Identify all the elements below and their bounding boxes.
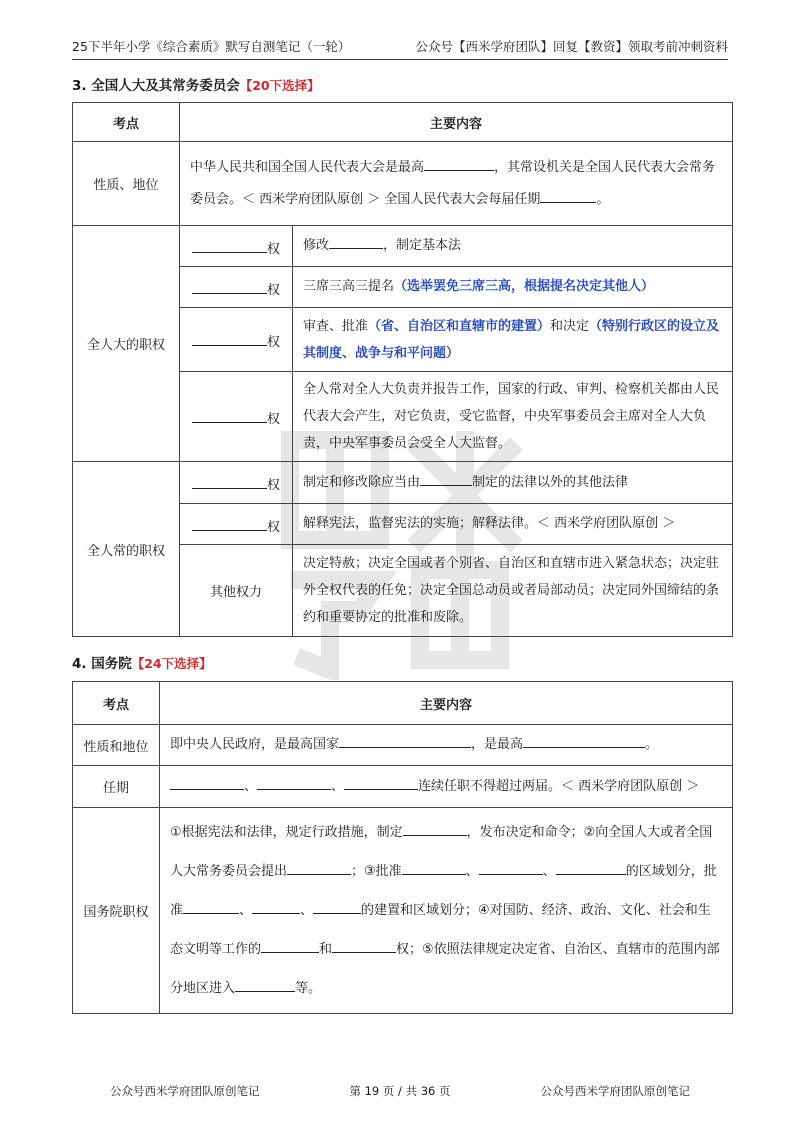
powers-text-5: 的建置和区域划分；④对国防、经济、政治、文化、社会和生态文明等工作的 <box>170 903 711 957</box>
blank-field[interactable] <box>287 858 351 875</box>
power-name-cell <box>180 226 293 267</box>
blank-field[interactable] <box>192 277 267 294</box>
separator: 、 <box>244 778 258 794</box>
power-content-text: 修改 <box>303 238 330 253</box>
power-name-cell <box>180 504 293 545</box>
blank-field[interactable] <box>192 472 267 489</box>
row-label-term: 任期 <box>73 766 160 808</box>
blank-field[interactable] <box>192 329 267 346</box>
power-note-2: （特别行政区的设立及其制度、战争与和平问题） <box>303 318 720 361</box>
separator: 、 <box>239 903 253 918</box>
other-powers-label: 其他权力 <box>180 545 293 637</box>
power-note: （选举罢免三席三高，根据提名决定其他人） <box>394 279 655 294</box>
power-name-cell <box>180 372 293 462</box>
section-4-title-text: 4. 国务院 <box>72 656 132 672</box>
powers-text-7: 权；⑤依照法律规定决定省、自治区、直辖市的范围内部分地区进入 <box>170 942 720 996</box>
blank-field[interactable] <box>523 731 645 748</box>
col-head-topic: 考点 <box>73 682 160 725</box>
powers-text-8: 等。 <box>295 981 322 996</box>
col-head-content: 主要内容 <box>180 103 733 142</box>
row-label-nature: 性质和地位 <box>73 725 160 766</box>
blank-field[interactable] <box>257 773 331 790</box>
nature-text-b: ，是最高 <box>471 737 524 752</box>
row-content-nature <box>160 725 733 766</box>
power-content-text: 审查、批准 <box>303 318 369 334</box>
section-4-title <box>72 652 212 672</box>
power-content-after: ，制定基本法 <box>383 238 462 253</box>
power-content-mid: 和决定 <box>550 318 590 334</box>
powers-text-4: 的区域划分，批准 <box>170 864 717 918</box>
blank-field[interactable] <box>424 154 494 171</box>
other-powers-content: 决定特赦；决定全国或者个别省、自治区和直辖市进入紧急状态；决定驻外全权代表的任免；决定全国总动员或者局部动员；决定同外国缔结的条约和重要协定的批准和废除。 <box>293 545 733 637</box>
blank-field[interactable] <box>192 514 267 531</box>
nature-text-a: 即中央人民政府，是最高国家 <box>170 737 340 752</box>
power-content <box>293 267 733 308</box>
page-header <box>72 34 728 60</box>
power-note: （省、自治区和直辖市的建置） <box>368 318 551 334</box>
power-suffix: 权 <box>266 412 280 427</box>
powers-text-3: ；③批准 <box>351 864 402 879</box>
blank-field[interactable] <box>252 897 300 914</box>
group-label-npcsc: 全人常的职权 <box>73 462 180 637</box>
power-suffix: 权 <box>266 335 280 350</box>
col-head-topic: 考点 <box>73 103 180 142</box>
powers-text-1: ①根据宪法和法律，规定行政措施，制定 <box>170 825 403 840</box>
header-right-text: 公众号【西米学府团队】回复【教资】领取考前冲刺资料 <box>415 39 728 54</box>
separator: 、 <box>465 864 479 879</box>
page-number: 第 19 页 / 共 36 页 <box>349 1084 451 1098</box>
blank-field[interactable] <box>402 858 466 875</box>
separator: 、 <box>300 903 314 918</box>
power-suffix: 权 <box>266 519 280 535</box>
nature-text-c: 。 <box>596 191 610 207</box>
nature-text-a: 中华人民共和国全国人民代表大会是最高 <box>190 159 425 175</box>
blank-field[interactable] <box>332 936 396 953</box>
footer-left: 公众号西米学府团队原创笔记 <box>110 1084 260 1098</box>
blank-field[interactable] <box>403 819 467 836</box>
blank-field[interactable] <box>420 469 472 486</box>
row-label-powers: 国务院职权 <box>73 808 160 1014</box>
blank-field[interactable] <box>192 406 267 423</box>
blank-field[interactable] <box>170 773 244 790</box>
power-name-cell <box>180 267 293 308</box>
term-text: 连续任职不得超过两届。＜ 西米学府团队原创 ＞ <box>418 778 700 794</box>
powers-text-6: 和 <box>319 942 333 957</box>
footer-right: 公众号西米学府团队原创笔记 <box>540 1084 690 1098</box>
power-content-after: 制定的法律以外的其他法律 <box>472 474 629 490</box>
blank-field[interactable] <box>183 897 239 914</box>
blank-field[interactable] <box>261 936 319 953</box>
row-content-term <box>160 766 733 808</box>
section-3-title <box>72 74 320 94</box>
power-content <box>293 226 733 267</box>
power-content-text: 三席三高三提名 <box>303 279 395 294</box>
power-name-cell <box>180 308 293 372</box>
section-4-tag: 【24下选择】 <box>131 656 212 671</box>
blank-field[interactable] <box>556 858 626 875</box>
row-content-powers <box>160 808 733 1014</box>
blank-field[interactable] <box>344 773 418 790</box>
power-suffix: 权 <box>266 282 280 298</box>
state-council-table <box>72 681 733 1014</box>
page-footer <box>110 1083 690 1099</box>
separator: 、 <box>542 864 556 879</box>
section-3-title-text: 3. 全国人大及其常务委员会 <box>72 78 240 94</box>
power-content <box>293 462 733 504</box>
group-label-npc: 全人大的职权 <box>73 226 180 462</box>
separator: 、 <box>331 778 345 794</box>
npc-table <box>72 102 733 637</box>
power-content <box>293 308 733 372</box>
nature-text-b: ，其常设机关是全国人民代表大会常务委员会。＜ 西米学府团队原创 ＞ 全国人民代表大会每届任期 <box>190 159 716 207</box>
power-content-text: 制定和修改除应当由 <box>303 474 421 490</box>
power-name-cell <box>180 462 293 504</box>
row-content-nature <box>180 142 733 226</box>
col-head-content: 主要内容 <box>160 682 733 725</box>
section-3-tag: 【20下选择】 <box>239 78 320 93</box>
powers-text-2: ，发布决定和命令；②向全国人大或者全国人大常务委员会提出 <box>170 825 713 879</box>
blank-field[interactable] <box>192 236 267 253</box>
blank-field[interactable] <box>235 975 295 992</box>
power-content: 全人常对全人大负责并报告工作，国家的行政、审判、检察机关都由人民代表大会产生，对它负责，受它监督，中央军事委员会主席对全人大负责，中央军事委员会受全人大监督。 <box>293 372 733 462</box>
blank-field[interactable] <box>329 232 383 249</box>
blank-field[interactable] <box>479 858 543 875</box>
header-left-text: 25下半年小学《综合素质》默写自测笔记（一轮） <box>72 39 351 54</box>
power-content: 解释宪法，监督宪法的实施；解释法律。＜ 西米学府团队原创 ＞ <box>293 504 733 545</box>
nature-text-c: 。 <box>645 737 659 752</box>
blank-field[interactable] <box>313 897 361 914</box>
power-suffix: 权 <box>266 241 280 257</box>
blank-field[interactable] <box>339 731 471 748</box>
blank-field[interactable] <box>540 186 596 203</box>
row-label-nature: 性质、地位 <box>73 142 180 226</box>
power-suffix: 权 <box>266 478 280 493</box>
